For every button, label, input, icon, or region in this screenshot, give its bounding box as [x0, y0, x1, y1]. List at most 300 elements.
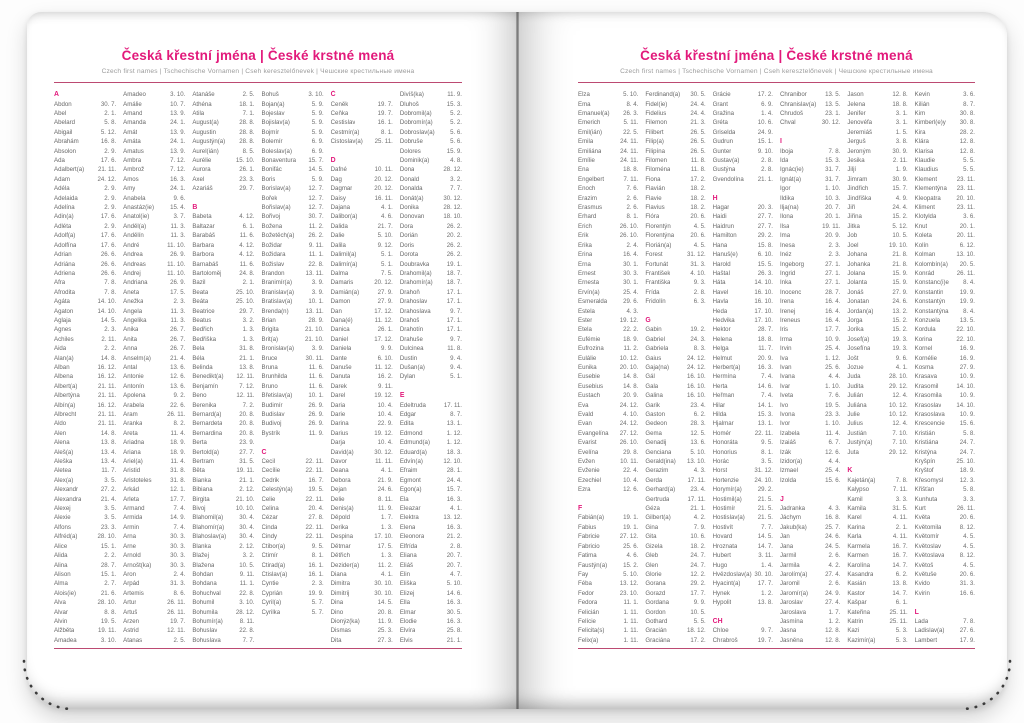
- name-day-date: 1. 4.: [761, 561, 773, 569]
- first-name: Edeltruda: [399, 401, 426, 409]
- first-name: Eleazar: [399, 505, 421, 513]
- name-entry: [123, 382, 185, 391]
- name-day-date: 21. 6.: [100, 589, 117, 597]
- name-day-date: 4. 5.: [693, 241, 706, 249]
- name-day-date: 8. 11.: [378, 495, 393, 503]
- name-day-date: 11. 10.: [167, 260, 186, 268]
- first-name: Gita: [645, 533, 657, 541]
- name-entry: [847, 165, 907, 174]
- name-day-date: 29. 6.: [623, 298, 639, 306]
- first-name: Florentýna: [645, 232, 675, 240]
- name-entry: [192, 99, 254, 108]
- first-name: Efraim: [399, 467, 418, 475]
- name-day-date: 3. 10.: [100, 636, 117, 644]
- name-entry: [262, 325, 324, 334]
- name-day-date: 11. 9.: [378, 617, 393, 625]
- name-entry: [645, 494, 705, 503]
- first-name: Alina: [54, 561, 68, 569]
- name-entry: [915, 560, 975, 569]
- name-entry: [331, 306, 393, 315]
- name-entry: [780, 203, 840, 212]
- first-name: Hamilton: [712, 232, 737, 240]
- name-entry: [578, 288, 638, 297]
- first-name: Donald: [399, 175, 420, 183]
- name-day-date: 6. 12.: [959, 241, 975, 249]
- name-day-date: 30. 9.: [892, 175, 908, 183]
- name-day-date: 19. 11.: [97, 627, 117, 635]
- name-day-date: 19. 1.: [446, 260, 462, 268]
- name-entry: [123, 250, 185, 259]
- name-entry: [713, 476, 773, 485]
- first-name: Berta: [192, 439, 207, 447]
- name-day-date: 3. 9.: [311, 279, 324, 287]
- name-day-date: 1. 5.: [895, 128, 908, 136]
- name-day-date: 27. 4.: [825, 570, 841, 578]
- name-entry: [578, 90, 638, 99]
- first-name: Karel: [847, 514, 862, 522]
- name-entry: [54, 457, 116, 466]
- name-day-date: 25. 6.: [623, 542, 639, 550]
- name-day-date: 14. 8.: [623, 373, 639, 381]
- name-entry: [578, 203, 638, 212]
- first-name: Evarist: [578, 439, 597, 447]
- first-name: Kazi: [847, 627, 860, 635]
- first-name: Adin(a): [54, 213, 74, 221]
- name-day-date: 7. 12.: [170, 166, 186, 174]
- first-name: Ilja(na): [779, 204, 799, 212]
- name-day-date: 20. 5.: [959, 260, 975, 268]
- name-entry: [713, 146, 773, 155]
- name-day-date: 7. 2.: [242, 401, 255, 409]
- name-day-date: 19. 10.: [889, 241, 908, 249]
- name-entry: [123, 607, 185, 616]
- first-name: Damaris: [330, 279, 354, 287]
- name-day-date: 26. 10.: [619, 232, 639, 240]
- name-day-date: 21. 7.: [377, 222, 393, 230]
- first-name: Augustýn(a): [192, 138, 226, 146]
- name-entry: [192, 278, 254, 287]
- name-day-date: 7. 10.: [892, 429, 908, 437]
- name-entry: [54, 250, 116, 259]
- name-entry: [578, 212, 638, 221]
- name-day-date: 17. 7.: [170, 495, 186, 503]
- name-day-date: 2. 2.: [104, 345, 117, 353]
- name-entry: [645, 626, 705, 635]
- name-entry: [915, 118, 975, 127]
- name-column: [54, 90, 116, 645]
- name-day-date: 8. 7.: [450, 411, 462, 419]
- name-entry: [780, 184, 840, 193]
- section-letter: L: [914, 608, 919, 616]
- name-entry: [54, 410, 116, 419]
- name-day-date: 25. 4.: [623, 288, 639, 296]
- first-name: Fedora: [578, 599, 598, 607]
- name-day-date: 26. 2.: [446, 222, 462, 230]
- name-entry: [915, 391, 975, 400]
- name-entry: [780, 513, 840, 522]
- name-entry: [331, 589, 393, 598]
- name-day-date: 3. 5.: [104, 476, 117, 484]
- name-entry: [645, 99, 705, 108]
- name-day-date: 5. 10.: [623, 91, 639, 99]
- name-entry: [847, 109, 907, 118]
- name-day-date: 24. 11.: [620, 157, 639, 165]
- name-day-date: 19. 11.: [822, 222, 841, 230]
- first-name: Edgar: [399, 411, 417, 419]
- name-day-date: 4. 3.: [828, 505, 841, 513]
- first-name: Bystrík: [261, 429, 281, 437]
- first-name: Albertýna: [54, 392, 80, 400]
- name-entry: [400, 335, 462, 344]
- name-entry: [123, 99, 185, 108]
- name-entry: [262, 570, 324, 579]
- name-entry: [331, 513, 393, 522]
- first-name: Kim: [914, 110, 926, 118]
- first-name: Kryšpín: [914, 458, 936, 466]
- name-day-date: 30. 7.: [308, 213, 324, 221]
- name-day-date: 4. 12.: [239, 241, 255, 249]
- name-day-date: 8. 1.: [311, 552, 324, 560]
- name-day-date: 11. 11.: [375, 458, 393, 466]
- first-name: Dita: [330, 636, 342, 644]
- spacer-row: [262, 636, 324, 645]
- name-entry: [578, 579, 638, 588]
- name-day-date: 17. 11.: [687, 495, 706, 503]
- first-name: Denis(a): [330, 505, 354, 513]
- name-entry: [847, 184, 907, 193]
- first-name: Hynek: [712, 589, 730, 597]
- name-entry: [262, 203, 324, 212]
- name-entry: [123, 316, 185, 325]
- first-name: Barbara: [192, 241, 215, 249]
- first-name: Knut: [914, 222, 928, 230]
- first-name: Alexandra: [54, 495, 82, 503]
- name-day-date: 17. 1.: [446, 298, 462, 306]
- name-day-date: 16. 7.: [308, 476, 324, 484]
- name-entry: [262, 241, 324, 250]
- first-name: Katrin: [847, 617, 864, 625]
- name-entry: [915, 203, 975, 212]
- name-day-date: 19. 5.: [825, 401, 841, 409]
- name-day-date: 27. 9.: [959, 363, 975, 371]
- name-entry: [645, 579, 705, 588]
- name-day-date: 24. 7.: [690, 561, 706, 569]
- first-name: Konstantin: [914, 288, 944, 296]
- name-day-date: 3. 3.: [963, 495, 975, 503]
- first-name: Ildika: [779, 194, 795, 202]
- first-name: Blahomír(a): [192, 523, 225, 531]
- name-day-date: 16. 3.: [446, 617, 462, 625]
- name-entry: [578, 410, 638, 419]
- name-day-date: 17. 12.: [374, 335, 393, 343]
- name-entry: [780, 617, 840, 626]
- name-entry: [54, 203, 116, 212]
- first-name: Dominik(a): [399, 157, 430, 165]
- name-entry: [645, 259, 705, 268]
- name-day-date: 24. 6.: [377, 486, 393, 494]
- name-entry: [713, 523, 773, 532]
- name-day-date: 15. 7.: [446, 486, 462, 494]
- first-name: Bedřiška: [192, 335, 217, 343]
- first-name: Etela: [578, 326, 592, 334]
- name-entry: [192, 476, 254, 485]
- first-name: Ilona: [779, 213, 794, 221]
- name-day-date: 7. 12.: [239, 382, 255, 390]
- name-entry: [331, 184, 393, 193]
- first-name: Bohdana: [192, 580, 217, 588]
- name-entry: [123, 579, 185, 588]
- name-day-date: 27. 9.: [377, 298, 393, 306]
- name-day-date: 15. 6.: [959, 420, 975, 428]
- name-day-date: 31. 7.: [825, 166, 841, 174]
- spacer-row: [780, 128, 840, 137]
- first-name: Arne: [123, 542, 137, 550]
- name-entry: [578, 297, 638, 306]
- name-entry: [915, 316, 975, 325]
- name-entry: [123, 447, 185, 456]
- name-entry: [578, 222, 638, 231]
- first-name: Benjamín: [192, 382, 219, 390]
- name-entry: [262, 353, 324, 362]
- name-entry: [192, 636, 254, 645]
- name-day-date: 20. 7.: [446, 552, 462, 560]
- first-name: Agnes: [54, 326, 72, 334]
- first-name: Graciána: [645, 636, 671, 644]
- name-entry: [54, 466, 116, 475]
- first-name: Gustav(a): [712, 157, 740, 165]
- first-name: Erika: [578, 241, 592, 249]
- first-name: Klára: [914, 138, 929, 146]
- first-name: Florián(a): [645, 241, 672, 249]
- name-entry: [262, 589, 324, 598]
- name-entry: [645, 90, 705, 99]
- first-name: Kosma: [914, 363, 934, 371]
- name-day-date: 2. 9.: [104, 185, 117, 193]
- name-day-date: 6. 3.: [693, 298, 706, 306]
- name-day-date: 3. 10.: [170, 91, 186, 99]
- name-day-date: 20. 6.: [959, 514, 975, 522]
- name-entry: [331, 363, 393, 372]
- name-day-date: 30. 3.: [170, 533, 186, 541]
- first-name: Gorazd: [645, 589, 666, 597]
- first-name: Emílie: [578, 157, 595, 165]
- name-entry: [400, 560, 462, 569]
- first-name: Juliána: [847, 401, 867, 409]
- name-day-date: 17. 5.: [377, 542, 393, 550]
- first-name: Lambert: [914, 636, 938, 644]
- first-name: Alois(ie): [54, 589, 77, 597]
- first-name: Anatol(ie): [123, 213, 150, 221]
- name-day-date: 11. 10.: [167, 241, 186, 249]
- name-day-date: 22. 10.: [956, 335, 975, 343]
- first-name: Felix(a): [578, 636, 599, 644]
- name-entry: [192, 175, 254, 184]
- name-entry: [645, 570, 705, 579]
- name-day-date: 6. 10.: [377, 354, 393, 362]
- name-day-date: 1. 11.: [623, 627, 639, 635]
- name-day-date: 24. 5.: [825, 542, 841, 550]
- name-day-date: 16. 3.: [446, 495, 462, 503]
- name-day-date: 24. 3.: [690, 335, 706, 343]
- first-name: Kordula: [914, 326, 936, 334]
- section-letter: B: [192, 204, 198, 212]
- name-entry: [780, 222, 840, 231]
- name-day-date: 19. 7.: [170, 617, 186, 625]
- name-entry: [192, 109, 254, 118]
- first-name: Dluhoš: [399, 100, 419, 108]
- first-name: Andreas: [123, 260, 146, 268]
- first-name: Adléta: [54, 222, 72, 230]
- first-name: Jolanta: [847, 279, 867, 287]
- first-name: Kajetán(a): [847, 476, 876, 484]
- name-day-date: 28. 8.: [239, 128, 255, 136]
- name-entry: [123, 259, 185, 268]
- name-entry: [847, 269, 907, 278]
- name-entry: [123, 372, 185, 381]
- name-day-date: 7. 9.: [693, 523, 706, 531]
- name-day-date: 18. 9.: [170, 439, 186, 447]
- name-entry: [400, 297, 462, 306]
- name-day-date: 11. 1.: [239, 580, 255, 588]
- first-name: Bojmír: [261, 128, 280, 136]
- first-name: Kasandra: [847, 570, 874, 578]
- name-day-date: 7. 4.: [173, 505, 186, 513]
- name-entry: [645, 231, 705, 240]
- name-entry: [645, 325, 705, 334]
- name-day-date: 12. 11.: [236, 373, 255, 381]
- name-entry: [54, 241, 116, 250]
- name-entry: [578, 353, 638, 362]
- name-day-date: 8. 4.: [626, 100, 639, 108]
- first-name: Ivan: [779, 363, 792, 371]
- name-entry: [123, 466, 185, 475]
- first-name: Absolon: [54, 147, 77, 155]
- first-name: Bohuslava: [192, 636, 221, 644]
- first-name: Bonaventura: [261, 157, 297, 165]
- name-entry: [262, 504, 324, 513]
- name-day-date: 27. 8.: [308, 514, 324, 522]
- name-day-date: 27. 4.: [825, 599, 841, 607]
- name-entry: [400, 438, 462, 447]
- name-entry: [331, 316, 393, 325]
- first-name: Harold: [712, 260, 731, 268]
- name-day-date: 30. 11.: [305, 354, 324, 362]
- name-entry: [54, 607, 116, 616]
- first-name: Darja: [330, 439, 346, 447]
- first-name: Edita: [399, 420, 414, 428]
- first-name: Bronislav(a): [261, 345, 295, 353]
- spacer-row: [645, 306, 705, 315]
- name-day-date: 15. 5.: [757, 260, 773, 268]
- name-day-date: 14. 5.: [100, 316, 117, 324]
- first-name: Ctimír: [261, 552, 278, 560]
- name-day-date: 30. 3.: [170, 561, 186, 569]
- name-day-date: 10. 5.: [239, 561, 255, 569]
- first-name: Baltazar: [192, 222, 215, 230]
- name-day-date: 4. 5.: [693, 222, 706, 230]
- first-name: Hermína: [712, 373, 737, 381]
- name-day-date: 29. 7.: [239, 185, 255, 193]
- first-name: Daniel: [330, 335, 348, 343]
- name-entry: [400, 193, 462, 202]
- name-day-date: 26. 9.: [308, 420, 324, 428]
- name-entry: [713, 99, 773, 108]
- first-name: Ernest: [578, 269, 596, 277]
- name-day-date: 9. 3.: [693, 279, 706, 287]
- name-entry: [780, 476, 840, 485]
- name-entry: [192, 128, 254, 137]
- name-day-date: 21. 1.: [757, 175, 773, 183]
- name-day-date: 14. 9.: [170, 514, 186, 522]
- first-name: Amáta: [123, 138, 141, 146]
- names-columns: [578, 90, 975, 645]
- name-day-date: 5. 8.: [104, 119, 117, 127]
- name-entry: [847, 626, 907, 635]
- name-day-date: 29. 12.: [889, 382, 908, 390]
- first-name: Aleš(a): [54, 448, 74, 456]
- first-name: Bohumír(a): [192, 617, 223, 625]
- first-name: Antonie: [123, 373, 144, 381]
- name-day-date: 18. 9.: [623, 335, 639, 343]
- name-entry: [262, 99, 324, 108]
- name-entry: [54, 372, 116, 381]
- name-day-date: 16. 1.: [308, 570, 324, 578]
- first-name: Achiles: [54, 335, 74, 343]
- first-name: Klaudie: [914, 157, 935, 165]
- name-entry: [780, 504, 840, 513]
- name-entry: [54, 212, 116, 221]
- name-entry: [915, 269, 975, 278]
- name-day-date: 17. 1.: [446, 326, 462, 334]
- first-name: Krasomila: [914, 392, 942, 400]
- first-name: Filomen: [645, 157, 668, 165]
- name-day-date: 3. 9.: [311, 288, 324, 296]
- name-entry: [400, 222, 462, 231]
- name-day-date: 12. 6.: [825, 448, 841, 456]
- name-day-date: 11. 3.: [170, 316, 186, 324]
- first-name: Gál: [645, 373, 655, 381]
- name-entry: [713, 175, 773, 184]
- name-day-date: 24. 12.: [619, 401, 639, 409]
- name-entry: [400, 570, 462, 579]
- first-name: Erazim: [578, 194, 597, 202]
- name-day-date: 28. 3.: [690, 420, 706, 428]
- name-entry: [645, 485, 705, 494]
- first-name: Andriana: [123, 279, 148, 287]
- name-day-date: 2. 5.: [173, 636, 186, 644]
- first-name: Bratislav(a): [261, 298, 293, 306]
- name-entry: [192, 344, 254, 353]
- name-day-date: 19. 7.: [377, 110, 393, 118]
- first-name: Genadij: [645, 439, 667, 447]
- first-name: Johanka: [847, 260, 871, 268]
- name-day-date: 22. 8.: [308, 260, 324, 268]
- name-day-date: 16. 1.: [308, 561, 324, 569]
- name-day-date: 3. 3.: [895, 495, 908, 503]
- first-name: Alan(a): [54, 354, 74, 362]
- first-name: Kašpar: [847, 599, 867, 607]
- spacer-row: [262, 626, 324, 635]
- name-day-date: 11. 2.: [623, 345, 639, 353]
- name-day-date: 11. 12.: [374, 316, 393, 324]
- name-entry: [780, 175, 840, 184]
- name-day-date: 3. 11.: [758, 552, 773, 560]
- name-day-date: 16. 3.: [757, 363, 773, 371]
- name-entry: [54, 118, 116, 127]
- name-entry: [847, 579, 907, 588]
- first-name: Alfons: [54, 523, 71, 531]
- name-entry: [192, 560, 254, 569]
